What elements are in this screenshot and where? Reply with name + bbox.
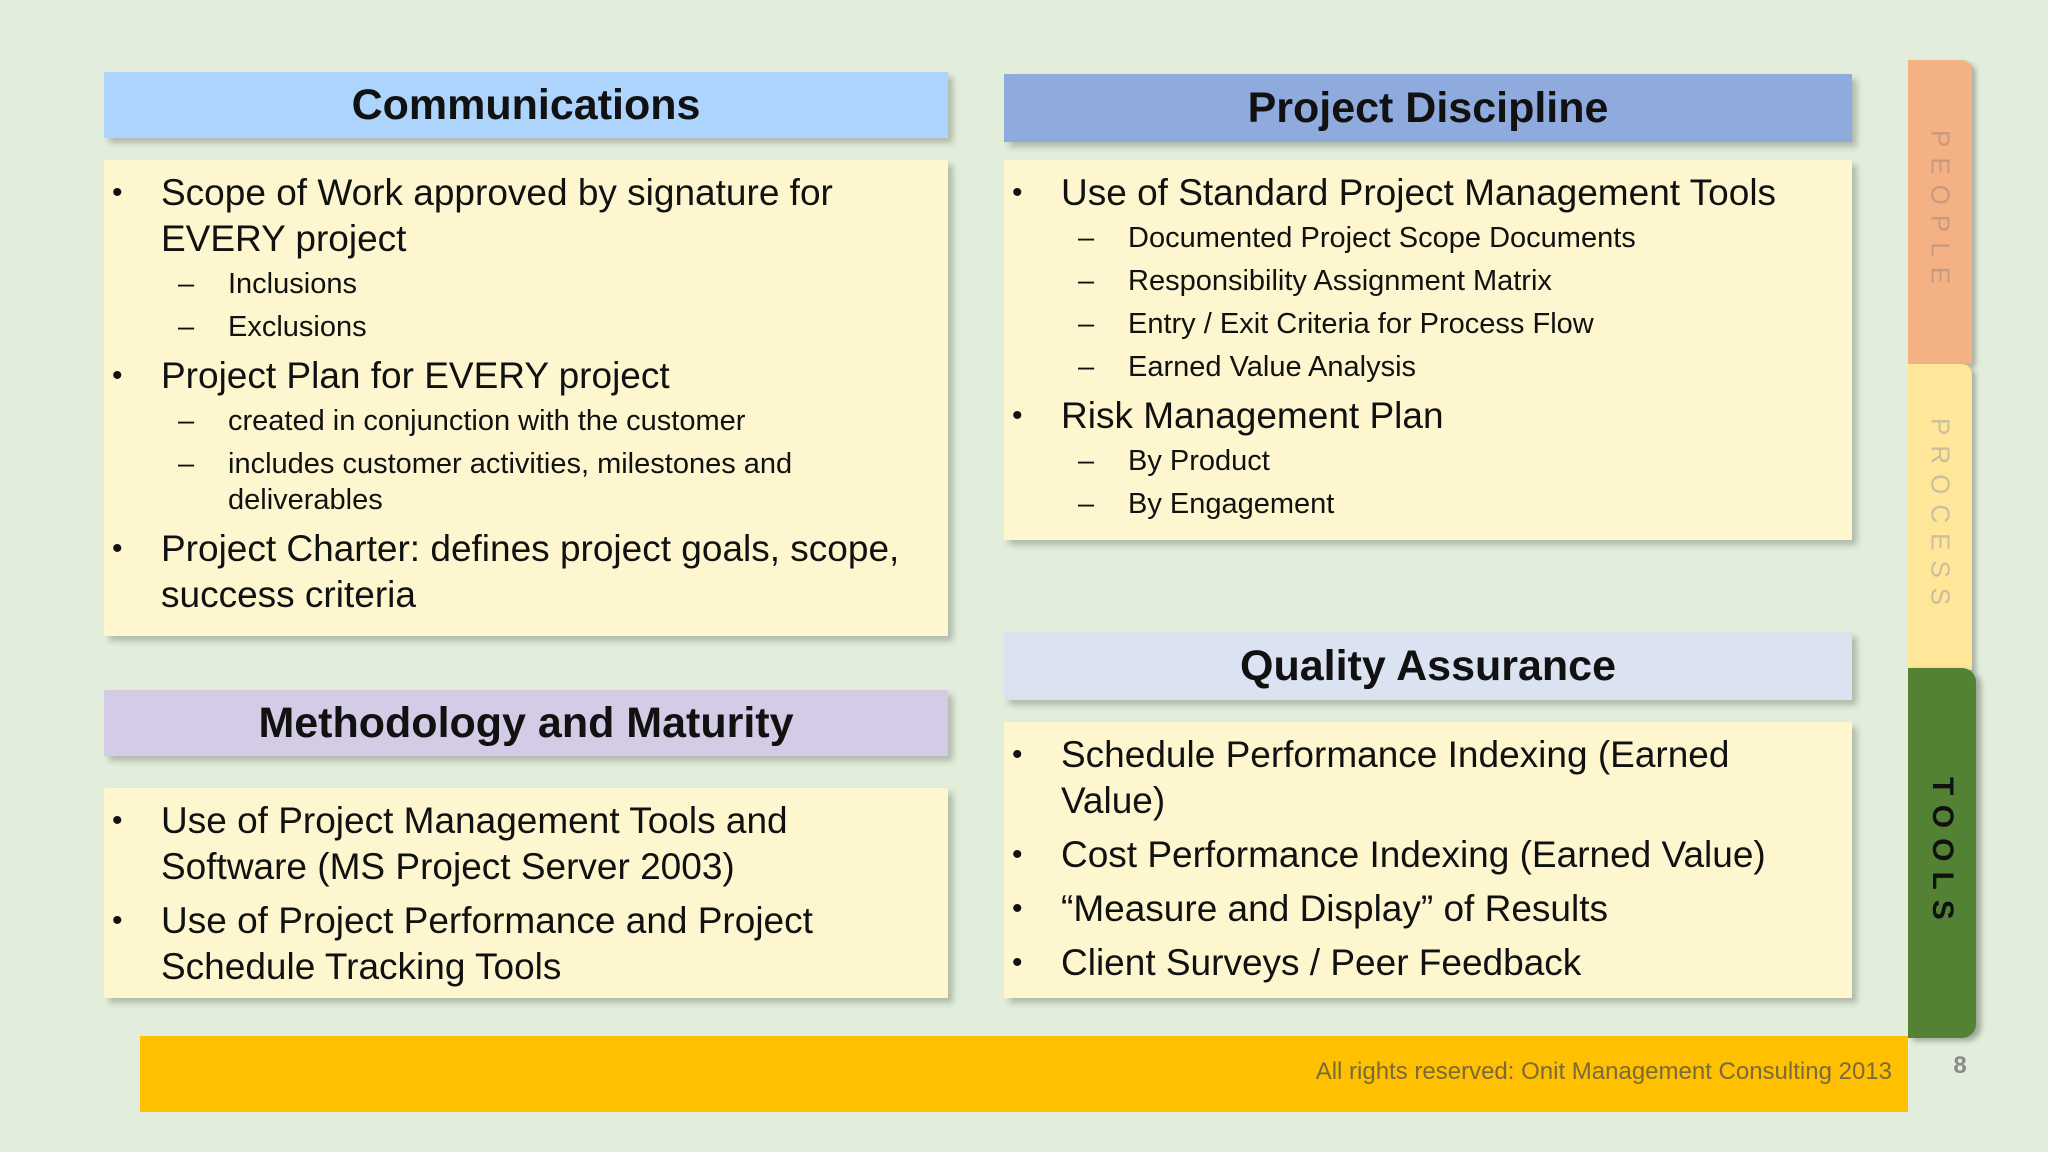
- list-item: • Risk Management Plan: [1004, 393, 1834, 439]
- list-item: • Schedule Performance Indexing (Earned Value): [1004, 732, 1834, 824]
- quality-list: [1004, 732, 1834, 986]
- tab-process-label: PROCESS: [1925, 418, 1956, 616]
- list-subitem: – Documented Project Scope Documents: [1004, 220, 1834, 256]
- copyright-text: All rights reserved: Onit Management Consulting 2013: [1315, 1058, 1892, 1085]
- discipline-box: [1004, 160, 1852, 540]
- tab-tools: [1908, 668, 1976, 1038]
- list-item: • Use of Project Management Tools and Software (MS Project Server 2003): [104, 798, 930, 890]
- discipline-list: [1004, 170, 1834, 522]
- list-item: • Use of Standard Project Management Tools: [1004, 170, 1834, 216]
- discipline-title: Project Discipline: [1247, 83, 1609, 132]
- methodology-list: [104, 798, 930, 990]
- list-subitem: – includes customer activities, milestones and deliverables: [104, 446, 930, 518]
- quality-header: [1004, 632, 1852, 700]
- list-item: • Use of Project Performance and Project Schedule Tracking Tools: [104, 898, 930, 990]
- list-item: • Project Plan for EVERY project: [104, 353, 930, 399]
- quality-title: Quality Assurance: [1240, 641, 1616, 690]
- communications-title: Communications: [351, 80, 701, 129]
- tab-process: [1908, 364, 1972, 670]
- list-subitem: – By Product: [1004, 443, 1834, 479]
- communications-header: [104, 72, 948, 138]
- page-number: 8: [1953, 1052, 1967, 1079]
- list-subitem: – Entry / Exit Criteria for Process Flow: [1004, 306, 1834, 342]
- list-subitem: – created in conjunction with the customer: [104, 403, 930, 439]
- list-item: • Client Surveys / Peer Feedback: [1004, 940, 1834, 986]
- methodology-title: Methodology and Maturity: [258, 698, 794, 747]
- tab-people-label: PEOPLE: [1925, 129, 1956, 295]
- list-subitem: – Responsibility Assignment Matrix: [1004, 263, 1834, 299]
- footer-bar: [140, 1036, 1908, 1112]
- methodology-box: [104, 788, 948, 998]
- list-subitem: – Exclusions: [104, 309, 930, 345]
- list-item: • Project Charter: defines project goals, scope, success criteria: [104, 526, 930, 618]
- list-subitem: – Earned Value Analysis: [1004, 349, 1834, 385]
- quality-box: [1004, 722, 1852, 998]
- list-item: • Cost Performance Indexing (Earned Value): [1004, 832, 1834, 878]
- list-subitem: – By Engagement: [1004, 486, 1834, 522]
- list-item: • Scope of Work approved by signature for EVERY project: [104, 170, 930, 262]
- communications-box: [104, 160, 948, 636]
- tab-people: [1908, 60, 1972, 364]
- list-item: • “Measure and Display” of Results: [1004, 886, 1834, 932]
- tab-tools-label: TOOLS: [1926, 776, 1959, 930]
- methodology-header: [104, 690, 948, 756]
- list-subitem: – Inclusions: [104, 266, 930, 302]
- discipline-header: [1004, 74, 1852, 142]
- communications-list: [104, 170, 930, 618]
